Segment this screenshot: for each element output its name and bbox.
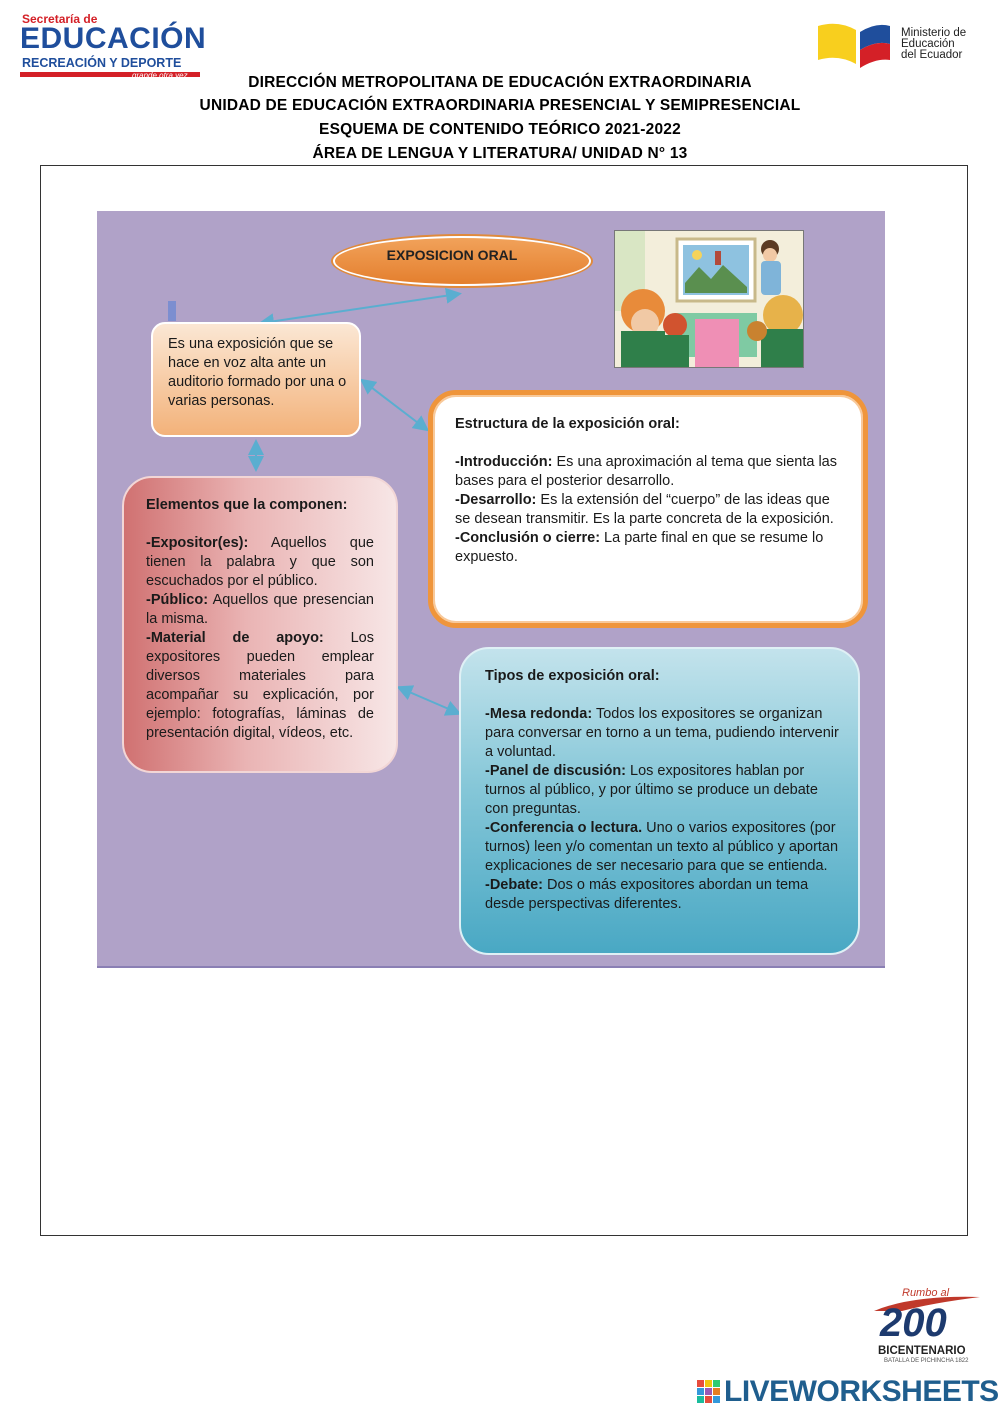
header-title-2: UNIDAD DE EDUCACIÓN EXTRAORDINARIA PRESENCIAL Y SEMIPRESENCIAL bbox=[199, 97, 801, 114]
bicentenario-script: Rumbo al bbox=[902, 1287, 950, 1299]
types-item: -Panel de discusión: Los expositores hablan por turnos al público, y por último se produce un debate con preguntas. bbox=[485, 763, 818, 817]
elements-box bbox=[122, 476, 398, 773]
types-box bbox=[459, 647, 860, 955]
elements-item: -Material de apoyo: Los expositores pueden emplear diversos materiales para acompañar su explicación, por ejemplo: fotografías, láminas de presentación digital, vídeos, etc. bbox=[146, 630, 374, 741]
diagram-title: EXPOSICION ORAL bbox=[386, 247, 518, 263]
types-item: -Debate: Dos o más expositores abordan un tema desde perspectivas diferentes. bbox=[485, 877, 809, 912]
structure-item: -Desarrollo: Es la extensión del “cuerpo” de las ideas que se desean transmitir. Es la parte concreta de la exposición. bbox=[455, 492, 834, 527]
logo-left-line3: RECREACIÓN Y DEPORTE bbox=[22, 56, 182, 70]
elements-heading: Elementos que la componen: bbox=[146, 497, 348, 513]
definition-box bbox=[151, 322, 361, 437]
bicentenario-logo bbox=[872, 1287, 982, 1362]
ministerio-educacion-logo bbox=[818, 20, 983, 72]
types-item: -Conferencia o lectura. Uno o varios expositores (por turnos) leen y/o comentan un texto al público y aportan explicaciones de ser necesario para que se entienda. bbox=[485, 820, 839, 874]
bicentenario-name: BICENTENARIO bbox=[878, 1345, 966, 1357]
structure-heading: Estructura de la exposición oral: bbox=[455, 416, 680, 432]
header-title-1: DIRECCIÓN METROPOLITANA DE EDUCACIÓN EXTRAORDINARIA bbox=[248, 74, 752, 91]
types-heading: Tipos de exposición oral: bbox=[485, 668, 660, 684]
liveworksheets-text: LIVEWORKSHEETS bbox=[724, 1375, 999, 1408]
structure-item: -Conclusión o cierre: La parte final en que se resume lo expuesto. bbox=[455, 530, 824, 565]
header-title-4: ÁREA DE LENGUA Y LITERATURA/ UNIDAD N° 13 bbox=[312, 145, 688, 162]
structure-box bbox=[428, 390, 868, 628]
header-title-3: ESQUEMA DE CONTENIDO TEÓRICO 2021-2022 bbox=[319, 121, 681, 138]
logo-left-script: grande otra vez bbox=[132, 71, 188, 80]
elements-item: -Expositor(es): Aquellos que tienen la palabra y que son escuchados por el público. bbox=[146, 535, 374, 589]
bicentenario-number: 200 bbox=[880, 1301, 947, 1345]
types-item: -Mesa redonda: Todos los expositores se organizan para conversar en torno a un tema, pudiendo intervenir a voluntad. bbox=[485, 706, 839, 760]
classroom-scene-icon bbox=[615, 231, 804, 368]
ecuador-flag-emblem-icon bbox=[818, 20, 898, 72]
ministerio-name: Ministerio de Educación del Ecuador bbox=[901, 27, 967, 61]
panel-bottom-line bbox=[97, 966, 885, 968]
liveworksheets-brand[interactable] bbox=[697, 1375, 997, 1409]
liveworksheets-logo-icon bbox=[697, 1380, 721, 1404]
logo-left-line2: EDUCACIÓN bbox=[20, 22, 207, 55]
secretaria-educacion-logo bbox=[20, 12, 207, 80]
logo-left-line1: Secretaría de bbox=[22, 12, 98, 26]
definition-text: Es una exposición que se hace en voz alta ante un auditorio formado por una o varias personas. bbox=[168, 336, 347, 409]
bicentenario-subtitle: BATALLA DE PICHINCHA 1822 bbox=[884, 1358, 969, 1364]
structure-item: -Introducción: Es una aproximación al tema que sienta las bases para el posterior desarrollo. bbox=[455, 454, 837, 489]
elements-item: -Público: Aquellos que presencian la misma. bbox=[146, 592, 374, 627]
classroom-illustration bbox=[614, 230, 804, 368]
decorative-tick bbox=[168, 301, 176, 321]
